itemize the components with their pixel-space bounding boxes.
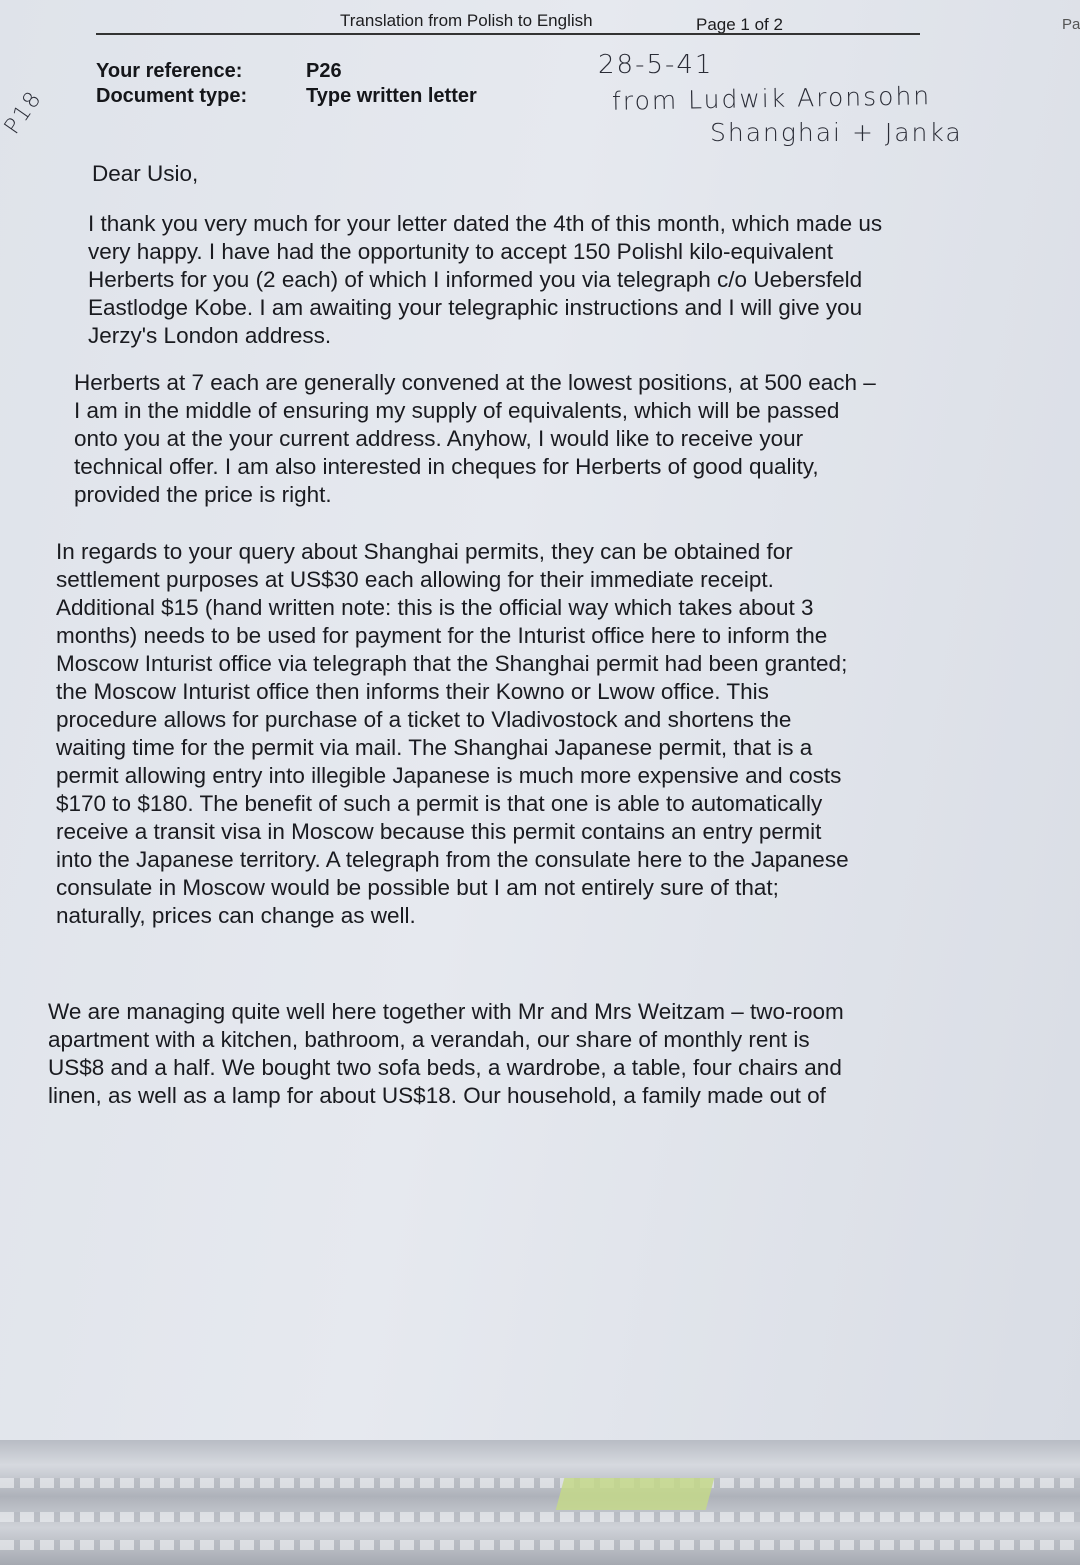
p4-line: linen, as well as a lamp for about US$18. Our household, a family made out of xyxy=(48,1083,826,1108)
p3-line: $170 to $180. The benefit of such a permit is that one is able to automatically xyxy=(56,791,823,816)
p3-line: into the Japanese territory. A telegraph from the consulate here to the Japanese xyxy=(56,847,849,872)
p3-line: permit allowing entry into illegible Japanese is much more expensive and costs xyxy=(56,763,842,788)
header-rule xyxy=(96,33,920,35)
handwritten-place: Shanghai + Janka xyxy=(710,118,963,147)
p1-line: Jerzy's London address. xyxy=(88,323,332,348)
p3-line: receive a transit visa in Moscow because this permit contains an entry permit xyxy=(56,819,822,844)
p2-line: Herberts at 7 each are generally convened at the lowest positions, at 500 each – xyxy=(74,370,876,395)
p3-line: settlement purposes at US$30 each allowing for their immediate receipt. xyxy=(56,567,774,592)
page-number: Page 1 of 2 xyxy=(696,15,783,34)
paragraph-2 xyxy=(74,369,954,509)
p2-line: onto you at the your current address. Anyhow, I would like to receive your xyxy=(74,426,804,451)
p3-line: consulate in Moscow would be possible but I am not entirely sure of that; xyxy=(56,875,779,900)
handwritten-from: from Ludwik Aronsohn xyxy=(611,81,932,116)
translation-header: Translation from Polish to English xyxy=(340,11,593,30)
p3-line: Additional $15 (hand written note: this is the official way which takes about 3 xyxy=(56,595,814,620)
green-divider-tab xyxy=(556,1478,715,1510)
paper-stack xyxy=(0,1440,1080,1565)
handwritten-margin-note: P18 xyxy=(0,85,48,140)
p4-line: We are managing quite well here together with Mr and Mrs Weitzam – two-room xyxy=(48,999,844,1024)
handwritten-date: 28-5-41 xyxy=(598,50,714,80)
paragraph-3 xyxy=(56,538,986,930)
p3-line: waiting time for the permit via mail. The Shanghai Japanese permit, that is a xyxy=(56,735,813,760)
p2-line: technical offer. I am also interested in cheques for Herberts of good quality, xyxy=(74,454,819,479)
p3-line: naturally, prices can change as well. xyxy=(56,903,416,928)
binder-strip xyxy=(0,1478,1080,1488)
binder-strip xyxy=(0,1512,1080,1522)
p4-line: apartment with a kitchen, bathroom, a verandah, our share of monthly rent is xyxy=(48,1027,810,1052)
p1-line: I thank you very much for your letter dated the 4th of this month, which made us xyxy=(88,211,883,236)
paragraph-4 xyxy=(48,998,1018,1110)
p3-line: procedure allows for purchase of a ticket to Vladivostock and shortens the xyxy=(56,707,792,732)
p3-line: months) needs to be used for payment for the Inturist office here to inform the xyxy=(56,623,828,648)
p2-line: I am in the middle of ensuring my supply of equivalents, which will be passed xyxy=(74,398,840,423)
p4-line: US$8 and a half. We bought two sofa beds, a wardrobe, a table, four chairs and xyxy=(48,1055,842,1080)
p1-line: Eastlodge Kobe. I am awaiting your telegraphic instructions and I will give you xyxy=(88,295,863,320)
edge-mark: Pa xyxy=(1062,16,1080,33)
p3-line: Moscow Inturist office via telegraph that the Shanghai permit had been granted; xyxy=(56,651,848,676)
p1-line: Herberts for you (2 each) of which I informed you via telegraph c/o Uebersfeld xyxy=(88,267,863,292)
p1-line: very happy. I have had the opportunity to accept 150 Polishl kilo-equivalent xyxy=(88,239,834,264)
salutation: Dear Usio, xyxy=(92,161,199,186)
binder-strip xyxy=(0,1540,1080,1550)
paragraph-1 xyxy=(88,210,968,350)
p3-line: the Moscow Inturist office then informs their Kowno or Lwow office. This xyxy=(56,679,769,704)
p2-line: provided the price is right. xyxy=(74,482,332,507)
p3-line: In regards to your query about Shanghai permits, they can be obtained for xyxy=(56,539,793,564)
reference-value: P26 xyxy=(306,60,342,82)
doctype-value: Type written letter xyxy=(306,85,477,107)
doctype-label: Document type: xyxy=(96,85,248,107)
reference-label: Your reference: xyxy=(96,60,243,82)
